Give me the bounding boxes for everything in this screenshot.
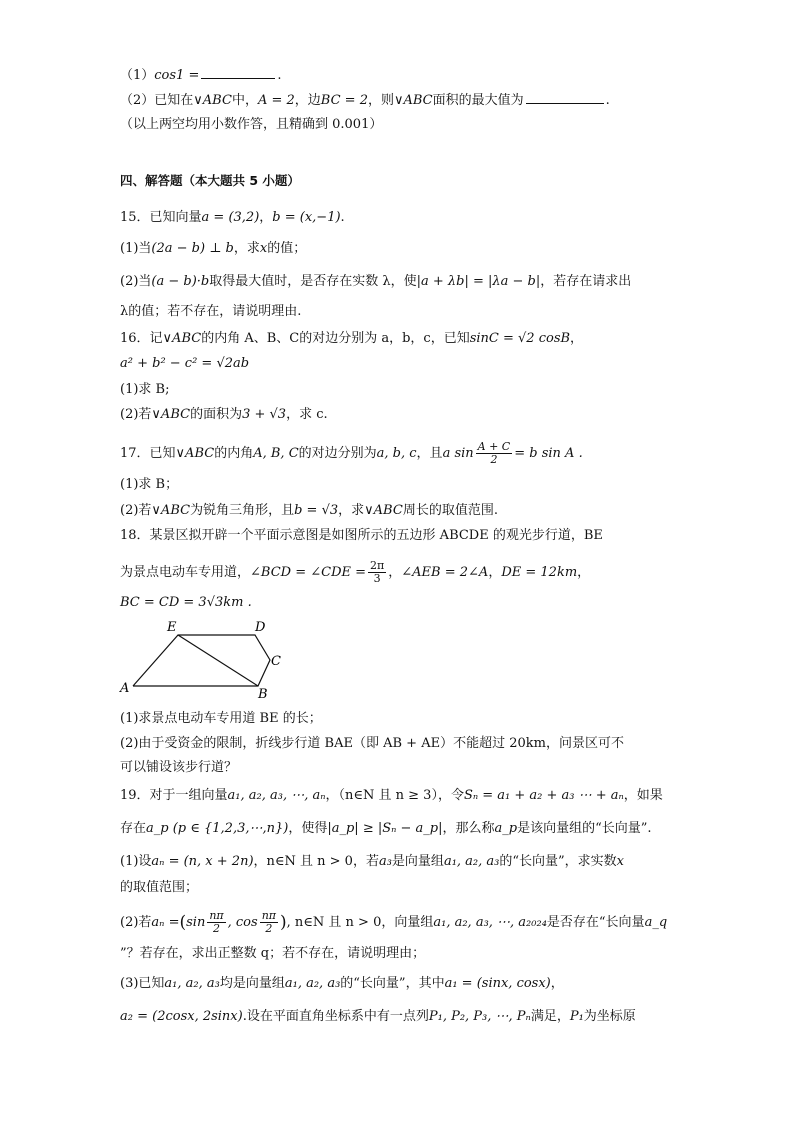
q18-stem-line3: BC = CD = 3√3km . [120,595,252,610]
vertex-label-C: C [271,654,281,669]
vertex-label-A: A [120,681,130,696]
q15-part-2-cont: λ的值；若不存在，请说明理由. [120,304,302,319]
fill-question-2: （2）已知在∨ABC中，A = 2，边BC = 2，则∨ABC面积的最大值为 . [120,93,610,108]
fraction: $\frac{n\pi}{2}$ [261,909,277,935]
q19-part-1: (1)设aₙ = (n, x + 2n)，n∈N 且 n > 0，若a₃是向量组a₁, a₂, a₃的“长向量”，求实数x [120,854,624,869]
vertex-label-E: E [167,620,177,635]
q15-part-2: (2)当(a − b)·b取得最大值时，是否存在实数 λ，使|a + λb| = |λa − b|，若存在请求出 [120,274,632,289]
q19-stem-line2: 存在a_p (p ∈ {1,2,3,⋯,n})，使得|a_p| ≥ |Sₙ − a_p|，那么称a_p是该向量组的“长向量”. [120,821,652,836]
fill-note: （以上两空均用小数作答，且精确到 0.001） [120,117,383,132]
q16-part-1: (1)求 B; [120,382,170,397]
q18-stem-line1: 18．某景区拟开辟一个平面示意图是如图所示的五边形 ABCDE 的观光步行道，BE [120,528,603,543]
pentagon-outline [133,635,270,686]
answer-blank-2[interactable] [526,91,604,104]
q19-part-2-cont: ”？若存在，求出正整数 q；若不存在，请说明理由； [120,946,426,961]
q15-part-1: (1)当(2a − b) ⊥ b，求x的值； [120,241,307,256]
segment-BE [178,635,258,686]
vertex-label-D: D [255,620,266,635]
fraction: $\frac{2\pi}{3}$ [370,559,385,585]
fraction: $\frac{A + C}{2}$ [477,440,511,466]
q17-part-2: (2)若∨ABC为锐角三角形，且b = √3，求∨ABC周长的取值范围. [120,503,498,518]
q19-part-1-cont: 的取值范围； [120,880,199,895]
q15-stem: 15．已知向量a = (3,2)，b = (x,−1). [120,210,345,225]
q17-stem: 17．已知∨ABC的内角A, B, C的对边分别为a, b, c，且a sin $\frac{A + C}{2}$ = b sin A . [120,440,583,466]
q19-stem-line1: 19．对于一组向量a₁, a₂, a₃, ⋯, aₙ，（n∈N 且 n ≥ 3），令Sₙ = a₁ + a₂ + a₃ ⋯ + aₙ，如果 [120,788,663,803]
q18-stem-line2: 为景点电动车专用道，∠BCD = ∠CDE = $\frac{2\pi}{3}$ ，∠AEB = 2∠A，DE = 12km， [120,559,591,585]
q16-part-2: (2)若∨ABC的面积为3 + √3，求 c. [120,407,328,422]
fraction: $\frac{n\pi}{2}$ [209,909,224,935]
section-heading: 四、解答题（本大题共 5 小题） [120,173,300,188]
q16-stem: 16．记∨ABC的内角 A、B、C的对边分别为 a，b，c，已知sinC = √2 cosB， [120,331,584,346]
q18-part-2-line2: 可以铺设该步行道？ [120,760,238,775]
q17-part-1: (1)求 B； [120,477,179,492]
q18-part-1: (1)求景点电动车专用道 BE 的长； [120,711,322,726]
q18-part-2-line1: (2)由于受资金的限制，折线步行道 BAE（即 AB + AE）不能超过 20km，问景区可不 [120,736,624,751]
fill-question-1: （1）cos1 = . [120,68,282,83]
q19-part-2: (2)若aₙ =(sin $\frac{n\pi}{2}$ , cos $\frac{n\pi}{2}$ ), n∈N 且 n > 0，向量组a₁, a₂, a₃, ⋯, a₂₀₂₄是否存在“长向量a_q [120,909,668,935]
q16-cond2: a² + b² − c² = √2ab [120,356,250,371]
pentagon-figure [115,618,295,700]
q19-part-3: (3)已知a₁, a₂, a₃均是向量组a₁, a₂, a₃的“长向量”，其中a₁ = (sinx, cosx)， [120,976,564,991]
q19-part-3-cont: a₂ = (2cosx, 2sinx).设在平面直角坐标系中有一点列P₁, P₂, P₃, ⋯, Pₙ满足，P₁为坐标原 [120,1009,636,1024]
answer-blank-1[interactable] [201,66,275,79]
vertex-label-B: B [258,687,268,700]
